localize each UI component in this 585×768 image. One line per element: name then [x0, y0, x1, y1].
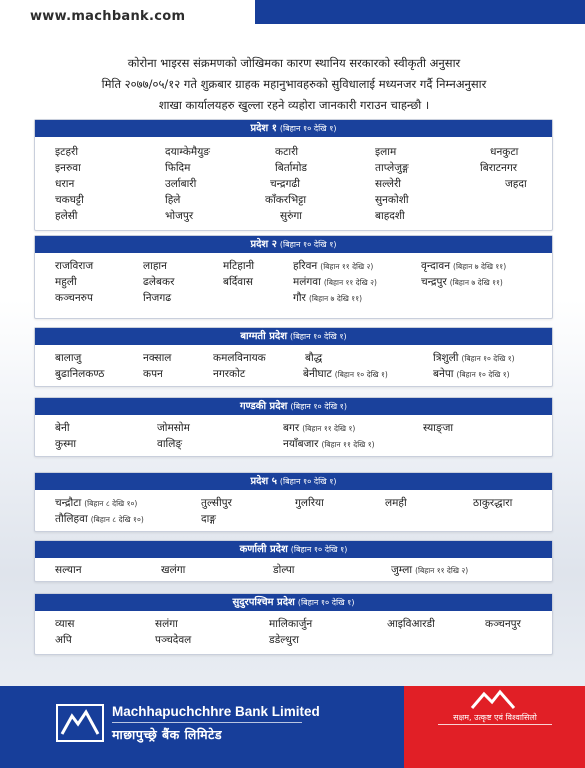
branch-label: त्रिशुली [433, 352, 459, 364]
branch-name: डडेल्धुरा [269, 634, 299, 646]
branch-name: बालाजु [55, 352, 82, 364]
region-header [35, 328, 552, 345]
branch-name [433, 351, 515, 365]
branch-label: मलंगवा [293, 276, 321, 288]
bank-tagline: सक्षम, उत्कृष्ट एवं विश्वासिलो [453, 713, 537, 722]
branch-label: हरिवन [293, 260, 318, 272]
region-header [35, 398, 552, 415]
branch-name: कपन [143, 368, 163, 380]
region-header [35, 120, 552, 137]
region-hours: (बिहान १० देखि १) [279, 240, 337, 249]
branch-name [55, 512, 144, 526]
branch-name: बर्दिवास [223, 276, 253, 288]
branch-name: पञ्चदेवल [155, 634, 192, 646]
website-url: www.machbank.com [30, 9, 186, 24]
branch-label: चन्द्रपुर [421, 276, 447, 288]
branch-name: फिदिम [165, 162, 191, 174]
branch-name: गुलरिया [295, 497, 324, 509]
branch-name: बुढानिलकण्ठ [55, 368, 105, 380]
branch-name [421, 259, 506, 273]
region-hours: (बिहान १० देखि १) [279, 124, 337, 133]
branch-name: अपि [55, 634, 72, 646]
branch-name: बिर्तामोड [275, 162, 308, 174]
branch-name: दयाम्केमैयुङ [165, 146, 210, 158]
region-pradesh-2 [34, 235, 553, 319]
branch-name: सलंगा [155, 618, 178, 630]
notice-line: कोरोना भाइरस संक्रमणको जोखिमका कारण स्थानिय सरकारको स्वीकृती अनुसार [127, 56, 461, 70]
branch-name: जहदा [505, 178, 527, 190]
branch-name: हलेसी [55, 210, 78, 222]
region-gandaki [34, 397, 553, 457]
branch-name: खलंगा [161, 564, 186, 576]
branch-name [283, 421, 355, 435]
branch-name: मालिकार्जुन [269, 618, 313, 630]
branch-name: लाहान [143, 260, 167, 272]
divider [438, 724, 552, 725]
bank-name-nepali: माछापुच्छ्रे बैंक लिमिटेड [112, 727, 223, 742]
branch-name: ताप्लेजुङ्ग [375, 162, 409, 174]
branch-name: बिराटनगर [480, 162, 518, 174]
branch-name [293, 291, 362, 305]
branch-name [433, 367, 510, 381]
divider [112, 722, 302, 723]
branch-name: ठाकुरद्धारा [473, 497, 513, 509]
branch-label: बनेपा [433, 368, 454, 380]
branch-label: नयाँबजार [283, 438, 319, 450]
region-title: प्रदेश २ [250, 239, 277, 250]
notice-line: मिति २०७७/०५/१२ गते शुक्रबार ग्राहक महानुभावहरुको सुविधालाई मध्यनजर गर्दै निम्नअनुसार [101, 77, 487, 91]
branch-name: कमलविनायक [213, 352, 266, 364]
branch-name: कटारी [275, 146, 299, 158]
region-title: बाग्मती प्रदेश [240, 331, 288, 342]
region-header [35, 473, 552, 490]
branch-name: धरान [55, 178, 75, 190]
branch-name: उर्लाबारी [165, 178, 197, 190]
branch-label: बगर [283, 422, 300, 434]
branch-name: महुली [55, 276, 77, 288]
region-title: प्रदेश १ [250, 123, 277, 134]
branch-hours: (बिहान ८ देखि १०) [84, 499, 138, 508]
branch-name: सल्लेरी [375, 178, 401, 190]
branch-name: स्याङ्जा [423, 422, 454, 434]
region-title: गण्डकी प्रदेश [240, 401, 288, 412]
branch-name: हिले [165, 194, 181, 206]
branch-name: व्यास [55, 618, 75, 630]
branch-label: तौलिहवा [55, 513, 88, 525]
branch-name: दाङ्ग [201, 513, 216, 525]
branch-name: कञ्चनरुप [55, 292, 93, 304]
branch-name: इनरुवा [55, 162, 81, 174]
region-pradesh-5 [34, 472, 553, 532]
branch-name: चन्द्रगढी [270, 178, 301, 190]
branch-name: सुनकोशी [375, 194, 409, 206]
branch-hours: (बिहान ८ देखि १०) [90, 515, 144, 524]
branch-label: जुम्ला [391, 564, 413, 576]
branch-hours: (बिहान ११ देखि १) [302, 424, 356, 433]
branch-hours: (बिहान १० देखि १) [334, 370, 388, 379]
region-hours: (बिहान १० देखि १) [290, 545, 348, 554]
notice-line: शाखा कार्यालयहरु खुल्ला रहने व्यहोरा जानकारी गराउन चाहन्छौ । [158, 98, 430, 112]
top-accent-bar [255, 0, 585, 24]
region-title: प्रदेश ५ [250, 476, 277, 487]
branch-name [293, 259, 373, 273]
region-header [35, 594, 552, 611]
branch-name: धनकुटा [490, 146, 519, 158]
branch-label: चन्द्रौटा [55, 497, 82, 509]
branch-name: राजविराज [55, 260, 94, 272]
branch-name [293, 275, 377, 289]
branch-name: आइविआरडी [387, 618, 435, 630]
branch-name: नक्साल [143, 352, 172, 364]
region-hours: (बिहान १० देखि १) [297, 598, 355, 607]
branch-name: चकघट्टी [55, 194, 84, 206]
branch-name [55, 496, 137, 510]
branch-hours: (बिहान ११ देखि १) [321, 440, 375, 449]
branch-name: भोजपुर [165, 210, 194, 222]
notice-text [44, 53, 544, 116]
branch-name: इटहरी [55, 146, 79, 158]
branch-name: सुरुंगा [280, 210, 303, 222]
bank-logo-icon [56, 704, 104, 742]
branch-name: कञ्चनपुर [485, 618, 521, 630]
branch-hours: (बिहान १० देखि १) [456, 370, 510, 379]
branch-name: तुल्सीपुर [201, 497, 232, 509]
branch-name [391, 563, 468, 577]
branch-name [421, 275, 503, 289]
branch-hours: (बिहान ७ देखि ११) [308, 294, 363, 303]
branch-hours: (बिहान ११ देखि २) [320, 262, 374, 271]
branch-name: नगरकोट [213, 368, 246, 380]
branch-name: निजगढ [143, 292, 172, 304]
branch-name: मटिहानी [223, 260, 255, 272]
mountain-logo-icon [468, 688, 518, 710]
region-bagmati [34, 327, 553, 387]
branch-name: ढलेबकर [143, 276, 175, 288]
branch-label: बेनीघाट [303, 368, 332, 380]
region-header [35, 236, 552, 253]
branch-name: डोल्पा [273, 564, 295, 576]
region-pradesh-1 [34, 119, 553, 231]
branch-name [303, 367, 388, 381]
branch-label: गौर [293, 292, 306, 304]
branch-name: बौद्ध [305, 352, 323, 364]
branch-name: वालिङ् [157, 438, 183, 450]
region-karnali [34, 540, 553, 582]
branch-name: कुस्मा [55, 438, 77, 450]
branch-name [283, 437, 375, 451]
branch-hours: (बिहान ७ देखि ११) [453, 262, 507, 271]
branch-name: इलाम [375, 146, 397, 158]
branch-hours: (बिहान ११ देखि २) [323, 278, 377, 287]
region-hours: (बिहान १० देखि १) [290, 402, 347, 411]
region-sudurpaschim [34, 593, 553, 655]
branch-name: लमही [385, 497, 407, 509]
bank-name-english: Machhapuchchhre Bank Limited [112, 704, 320, 719]
region-title: कर्णाली प्रदेश [239, 544, 288, 555]
branch-name: जोमसोम [157, 422, 190, 434]
branch-name: बेनी [55, 422, 70, 434]
region-hours: (बिहान १० देखि १) [279, 477, 337, 486]
region-title: सुदुरपश्चिम प्रदेश [232, 597, 295, 608]
branch-name: सल्यान [55, 564, 82, 576]
branch-name: काँकरभिट्टा [265, 194, 307, 206]
branch-hours: (बिहान ७ देखि ११) [449, 278, 503, 287]
region-header [35, 541, 552, 558]
region-hours: (बिहान १० देखि १) [290, 332, 347, 341]
branch-name: बाहदशी [375, 210, 405, 222]
branch-hours: (बिहान ११ देखि २) [415, 566, 469, 575]
branch-hours: (बिहान १० देखि १) [461, 354, 515, 363]
branch-label: वृन्दावन [421, 260, 451, 272]
